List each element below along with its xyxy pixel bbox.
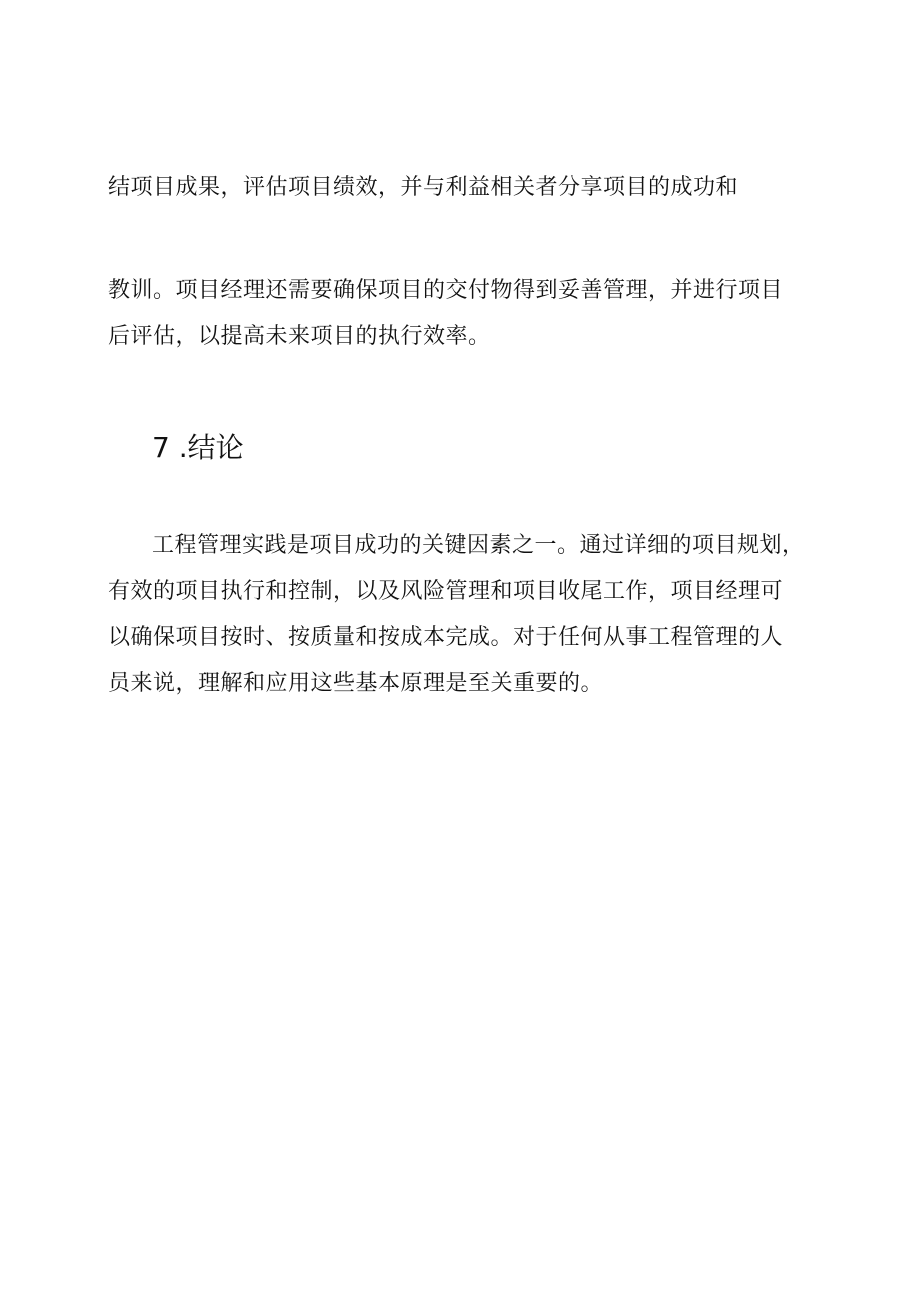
conclusion-paragraph-line-1: 工程管理实践是项目成功的关键因素之一。通过详细的项目规划， (152, 533, 805, 558)
paragraph-continued-line-1: 教训。项目经理还需要确保项目的交付物得到妥善管理，并进行项目 (108, 278, 784, 303)
section-heading-conclusion: 7 .结论 (152, 431, 244, 464)
conclusion-paragraph-line-4: 员来说，理解和应用这些基本原理是至关重要的。 (108, 671, 604, 696)
conclusion-paragraph-line-2: 有效的项目执行和控制，以及风险管理和项目收尾工作，项目经理可 (108, 579, 784, 604)
conclusion-paragraph-line-3: 以确保项目按时、按质量和按成本完成。对于任何从事工程管理的人 (108, 625, 784, 650)
paragraph-fragment-line-1: 结项目成果，评估项目绩效，并与利益相关者分享项目的成功和 (108, 175, 739, 200)
paragraph-continued-line-2: 后评估，以提高未来项目的执行效率。 (108, 324, 491, 349)
